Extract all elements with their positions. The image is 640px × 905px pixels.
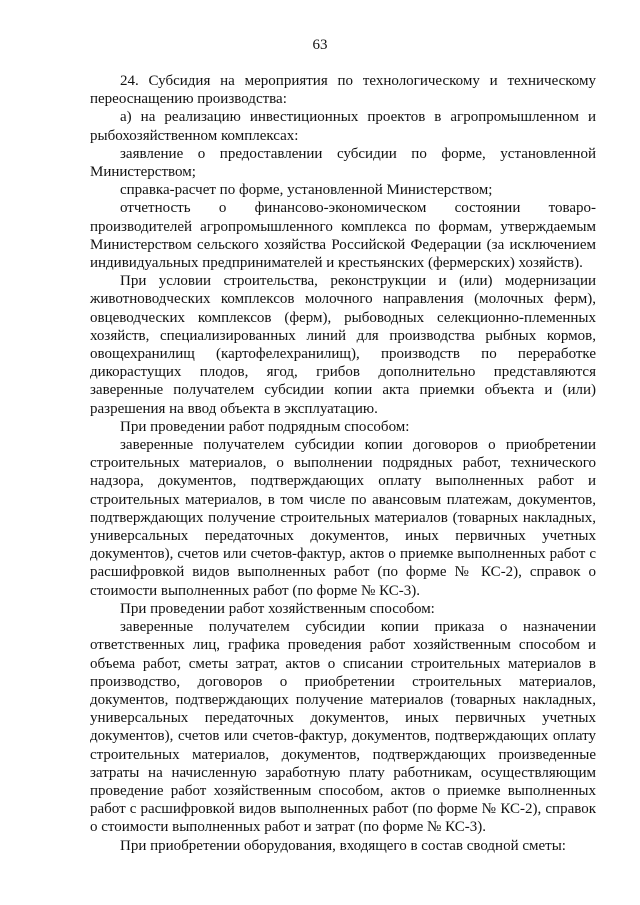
- page-number: 63: [312, 37, 328, 53]
- paragraph-financial-report: отчетность о финансово-экономическом состоянии товаро-производителей агропромышленного комплекса по формам, утверждаемым Министерством сельского хозяйства Российской Федерации (за исключением индивидуальных предпринимателей и крестьянских (фермерских) хозяйств).: [90, 200, 596, 272]
- paragraph-economic-method-documents: заверенные получателем субсидии копии приказа о назначении ответственных лиц, графика проведения работ хозяйственным способом и объема работ, сметы затрат, актов о списании строительных материалов в производство, договоров о приобретении строительных материалов, документов, подтверждающих получение материалов (товарных накладных, универсальных передаточных документов, иных первичных учетных документов), счетов или счетов-фактур, документов, подтверждающих оплату строительных материалов, документов, подтверждающих произведенные затраты на начисленную заработную плату работникам, осуществляющим проведение работ хозяйственным способом, актов о приемке выполненных работ с расшифровкой видов выполненных работ (по форме № КС-2), справок о стоимости выполненных работ и затрат (по форме № КС-3).: [90, 619, 596, 836]
- paragraph-contract-method-documents: заверенные получателем субсидии копии договоров о приобретении строительных материалов, о выполнении подрядных работ, технического надзора, документов, подтверждающих оплату выполненных работ и строительных материалов, в том числе по авансовым платежам, документов, подтверждающих получение строительных материалов (товарных накладных, универсальных передаточных документов, иных первичных учетных документов), счетов или счетов-фактур, актов о приемке выполненных работ с расшифровкой видов выполненных работ (по форме № КС-2), справок о стоимости выполненных работ (по форме № КС-3).: [90, 437, 596, 599]
- paragraph-contract-method-heading: При проведении работ подрядным способом:: [120, 418, 410, 435]
- paragraph-calculation-certificate: справка-расчет по форме, установленной Министерством;: [120, 182, 493, 199]
- paragraph-item-24-heading: 24. Субсидия на мероприятия по технологическому и техническому переоснащению производства:: [90, 73, 596, 108]
- document-body: [90, 72, 596, 855]
- paragraph-economic-method-heading: При проведении работ хозяйственным способом:: [120, 600, 435, 617]
- paragraph-subitem-a: а) на реализацию инвестиционных проектов в агропромышленном и рыбохозяйственном комплексах:: [90, 109, 596, 144]
- paragraph-equipment-purchase: При приобретении оборудования, входящего в состав сводной сметы:: [120, 837, 566, 854]
- paragraph-application: заявление о предоставлении субсидии по форме, установленной Министерством;: [90, 145, 596, 181]
- paragraph-construction-conditions: При условии строительства, реконструкции и (или) модернизации животноводческих комплексов молочного направления (молочных ферм), овцеводческих комплексов (ферм), рыбоводных селекционно-племенных хозяйств, специализированных линий для производства рыбных кормов, овощехранилищ (картофелехранилищ), производств по переработке дикорастущих плодов, ягод, грибов дополнительно представляются заверенные получателем субсидии копии акта приемки объекта и (или) разрешения на ввод объекта в эксплуатацию.: [90, 273, 596, 417]
